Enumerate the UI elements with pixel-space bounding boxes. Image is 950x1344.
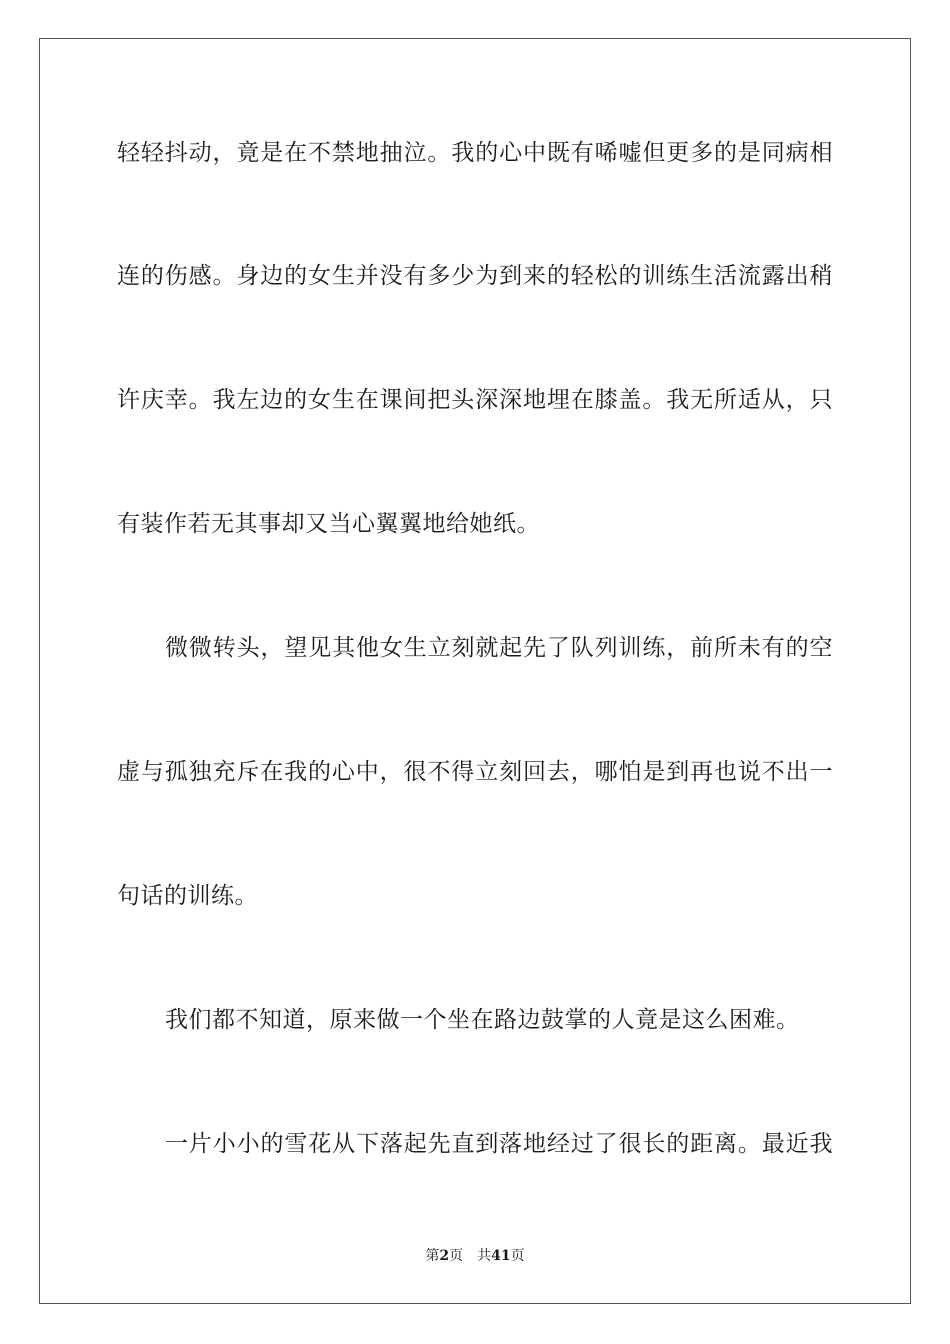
current-page-number: 2 [439, 1248, 450, 1264]
total-prefix: 共 [477, 1248, 492, 1264]
page-footer [0, 1246, 950, 1266]
page-prefix: 第 [425, 1248, 440, 1264]
paragraph-line: 虚与孤独充斥在我的心中，很不得立刻回去，哪怕是到再也说不出一 [117, 759, 833, 785]
paragraph-line: 我们都不知道，原来做一个坐在路边鼓掌的人竟是这么困难。 [165, 1007, 800, 1033]
total-suffix: 页 [510, 1248, 525, 1264]
paragraph-line: 一片小小的雪花从下落起先直到落地经过了很长的距离。最近我 [165, 1131, 833, 1157]
page-suffix: 页 [449, 1248, 464, 1264]
paragraph-line: 许庆幸。我左边的女生在课间把头深深地埋在膝盖。我无所适从，只 [117, 387, 833, 413]
paragraph-line: 微微转头，望见其他女生立刻就起先了队列训练，前所未有的空 [165, 635, 833, 661]
paragraph-line: 轻轻抖动，竟是在不禁地抽泣。我的心中既有唏嘘但更多的是同病相 [117, 140, 833, 166]
page-border [39, 38, 911, 1304]
paragraph-line: 有装作若无其事却又当心翼翼地给她纸。 [117, 511, 540, 537]
paragraph-line: 句话的训练。 [117, 883, 258, 909]
total-page-count: 41 [491, 1248, 511, 1264]
paragraph-line: 连的伤感。身边的女生并没有多少为到来的轻松的训练生活流露出稍 [117, 263, 833, 289]
